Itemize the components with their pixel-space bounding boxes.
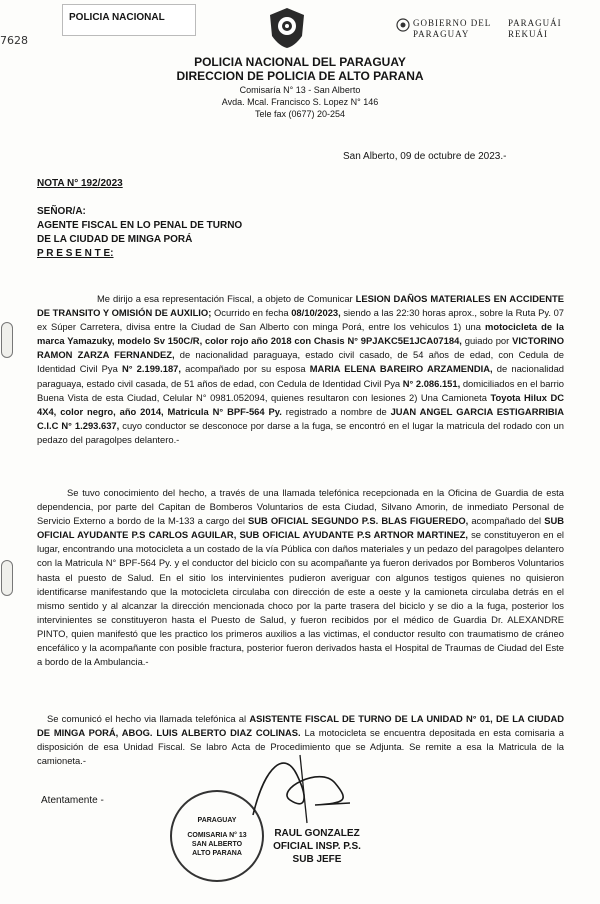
recipient-presente: P R E S E N T E: [37,248,114,259]
paragraph-procedure: Se tuvo conocimiento del hecho, a través de una llamada telefónica recepcionada en la Oficina de Guardia de esta dependencia, por parte del Capitan de Bomberos Voluntarios de esta Ciudad, Silvano Amorin, de inmediato Personal de Servicio Externo a bordo de la M-133 a cargo del SUB OFICIAL SEGUNDO P.S. BLAS FIGUEREDO, acompañado del SUB OFICIAL AYUDANTE P.S CARLOS AGUILAR, SUB OFICIAL AYUDANTE P.S ARTNOR MARTINEZ, se constituyeron en el lugar, encontrando una motocicleta a un costado de la vía Pública con daños materiales y un pedazo del paragolpes delantero con la Matricula N° BPF-564 Py. y el conductor del biciclo con su acompañante ya fueron derivados por Bomberos Voluntarios hasta el puesto de Salud. En el sitio los intervinientes pudieron averiguar con algunos testigos quienes no quisieron identificarse manifestando que la motocicleta circulaba con dirección de este a oeste y la camioneta circulaba detrás en el mismo sentido y al alcanzar la dirección mencionada choco por la parte trasera del biciclo y se dio a la fuga, posterior los intervinientes se constituyeron hasta el Puesto de Salud, y fueron recibidos por el médico de Guardia Dr. ALEXANDRE PINTO, quien manifestó que les practico los primeros auxilios a las victimas, el conductor resulto con traumatismo de cráneo encefálico y la acompañante con posible fractura, posterior fueron derivados hasta el Hospital de Traumas de Ciudad del Este a bordo de la Ambulancia.- [37,487,564,668]
gov-emblem-icon [396,18,410,32]
signature-scribble-icon [245,745,355,825]
closing-line: Atentamente - [41,795,104,806]
stamp-top: PARAGUAY [197,817,237,824]
punch-hole [1,560,13,596]
date-line: San Alberto, 09 de octubre de 2023.- [343,151,507,162]
gov-left-text: GOBIERNO DEL PARAGUAY [413,18,492,39]
punch-hole [1,322,13,358]
header-label-box [62,4,196,36]
signer-role: SUB JEFE [292,854,342,865]
stamp-line2: SAN ALBERTO [191,841,243,848]
stamp-line3: ALTO PARANA [192,850,242,857]
header-label: POLICIA NACIONAL [69,12,165,23]
recipient-block [37,205,242,261]
signer-rank: OFICIAL INSP. P.S. [273,841,361,852]
stamp-line1: COMISARIA N° 13 [187,832,247,839]
recipient-line1: AGENTE FISCAL EN LO PENAL DE TURNO [37,220,243,231]
paragraph-fiscal: Se comunicó el hecho via llamada telefónica al ASISTENTE FISCAL DE TURNO DE LA UNIDAD N° 01, DE LA CIUDAD DE MINGA PORÁ, ABOG. LUIS ALBERTO DIAZ COLINAS. La motocicleta se encuentra depositada en esta comisaria a disposición de esa Unidad Fiscal. Se labro Acta de Procedimiento que se Adjunta. Se remite a esa la Matricula de la camioneta.- [37,713,565,767]
phone-line: Tele fax (0677) 20-254 [254,109,346,119]
recipient-salutation: SEÑOR/A: [37,206,86,217]
address-line: Avda. Mcal. Francisco S. Lopez N° 146 [221,97,379,107]
division-title: DIRECCION DE POLICIA DE ALTO PARANA [176,69,424,83]
paragraph-incident: Me dirijo a esa representación Fiscal, a objeto de Comunicar LESION DAÑOS MATERIALES EN ACCIDENTE DE TRANSITO Y OMISIÓN DE AUXILIO; Ocurrido en fecha 08/10/2023, siendo a las 22:30 horas aprox., sobre la Ruta Py. 07 ex Súper Carretera, divisa entre la Ciudad de San Alberto con minga Porá, entre los vehiculos 1) una motocicleta de la marca Yamazuky, modelo Sv 150C/R, color rojo año 2018 con Chasis N° 9PJAKC5E1JCA07184, guiado por VICTORINO RAMON ZARZA FERNANDEZ, de nacionalidad paraguaya, estado civil casado, de 54 años de edad, con Cedula de Identidad Civil Pya N° 2.199.187, acompañado por su esposa MARIA ELENA BAREIRO ARZAMENDIA, de nacionalidad paraguaya, estado civil casada, de 51 años de edad, con Cedula de Identidad Civil Pya N° 2.086.151, domiciliados en el barrio Buena Vista de esta Ciudad, Celular N° 0981.052094, quienes resultaron con lesiones 2) Una Camioneta Toyota Hilux DC 4X4, color negro, año 2014, Matricula N° BPF-564 Py. registrado a nombre de JUAN ANGEL GARCIA ESTIGARRIBIA C.I.C N° 1.293.637, cuyo conductor se desconoce por darse a la fuga, se encontró en el lugar la matricula del rodado con un pedazo del paragolpes delantero.- [37,293,565,445]
handwritten-reference: 7628 [0,34,28,47]
comisaria-line: Comisaría N° 13 - San Alberto [239,85,361,95]
police-shield-icon [267,6,307,50]
note-number: NOTA N° 192/2023 [37,178,123,189]
gov-right-text: PARAGUÁI REKUÁI [508,18,562,39]
signer-name: RAUL GONZALEZ [274,828,360,839]
signature-block [262,827,372,866]
org-title: POLICIA NACIONAL DEL PARAGUAY [194,55,406,69]
recipient-line2: DE LA CIUDAD DE MINGA PORÁ [37,234,193,245]
